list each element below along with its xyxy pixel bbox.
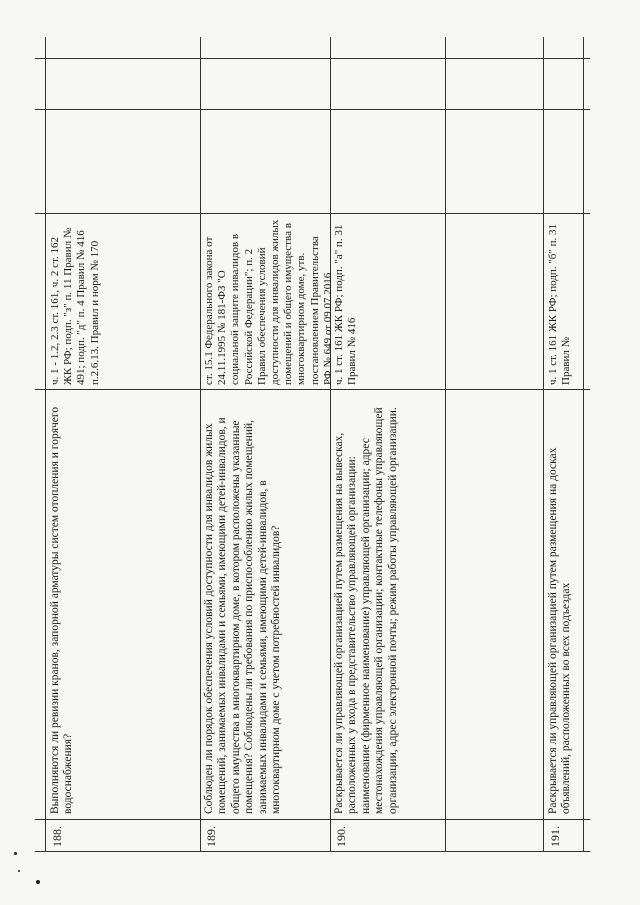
- question-text: Выполняются ли ревизии кранов, запорной арматуры систем отопления и горячего водоснабжения?: [49, 406, 75, 814]
- question-text: Раскрывается ли управляющей организацией путем размещения на досках объявлений, расположенных во всех подъездах: [547, 447, 573, 814]
- legal-reference: ч. 1 - 1.2, 2.3 ст. 161, ч. 2 ст. 162 ЖК РФ; подп. "з" п. 11 Правил № 491; подп. "д" п. 4 Правил № 416 п.2.6.13. Правил и норм № 170: [49, 227, 101, 385]
- row-divider: [330, 37, 331, 852]
- table-top-border: [45, 37, 46, 852]
- row-number: 191.: [548, 826, 562, 847]
- question-text: Раскрывается ли управляющей организацией путем размещения на вывесках, расположенных у входа в представительство управляющей организации: наименование (фирменное наименование) управляющей организации; адрес местонахождения управляющей организации; контактные телефоны управляющей организации, адрес электронной почты; режим работы управляющей организации.: [333, 407, 399, 814]
- row-divider: [543, 37, 544, 852]
- row-divider: [200, 37, 201, 852]
- row-number: 189.: [204, 826, 218, 847]
- question-text: Соблюден ли порядок обеспечения условий доступности для инвалидов жилых помещений, занимаемых инвалидами и семьями, имеющими детей-инвалидов, и общего имущества в многоквартирном доме, в котором расположены указанные помещения? Соблюдены ли требования по приспособлению жилых помещений, занимаемых инвалидами и семьями, имеющими детей-инвалидов, в многоквартирном доме с учетом потребностей инвалидов?: [203, 417, 283, 814]
- row-number: 190.: [334, 826, 348, 847]
- column-divider: [35, 819, 590, 820]
- column-divider: [35, 109, 590, 110]
- scan-speck: [14, 852, 17, 855]
- column-divider: [35, 213, 590, 214]
- row-divider: [445, 37, 446, 852]
- table-left-border: [35, 851, 590, 852]
- column-divider: [35, 389, 590, 390]
- column-divider: [35, 58, 590, 59]
- table-bottom-border: [583, 37, 584, 852]
- legal-reference: ст. 15.1 Федерального закона от 24.11.1995 № 181-ФЗ "О социальной защите инвалидов в Российской Федерации"; п. 2 Правил обеспечения условий доступности для инвалидов жилых помещений и общего имущества в многоквартирном доме, утв. постановлением Правительства РФ № 649 от 09.07.2016: [203, 219, 334, 385]
- scan-speck: [36, 880, 40, 884]
- legal-reference: ч. 1 ст. 161 ЖК РФ; подп. "б" п. 31 Правил №: [547, 223, 573, 385]
- legal-reference: ч. 1 ст. 161 ЖК РФ; подп. "а" п. 31 Правил № 416: [333, 224, 359, 385]
- row-number: 188.: [50, 826, 64, 847]
- rotated-table: [35, 37, 590, 852]
- scan-speck: [18, 870, 20, 872]
